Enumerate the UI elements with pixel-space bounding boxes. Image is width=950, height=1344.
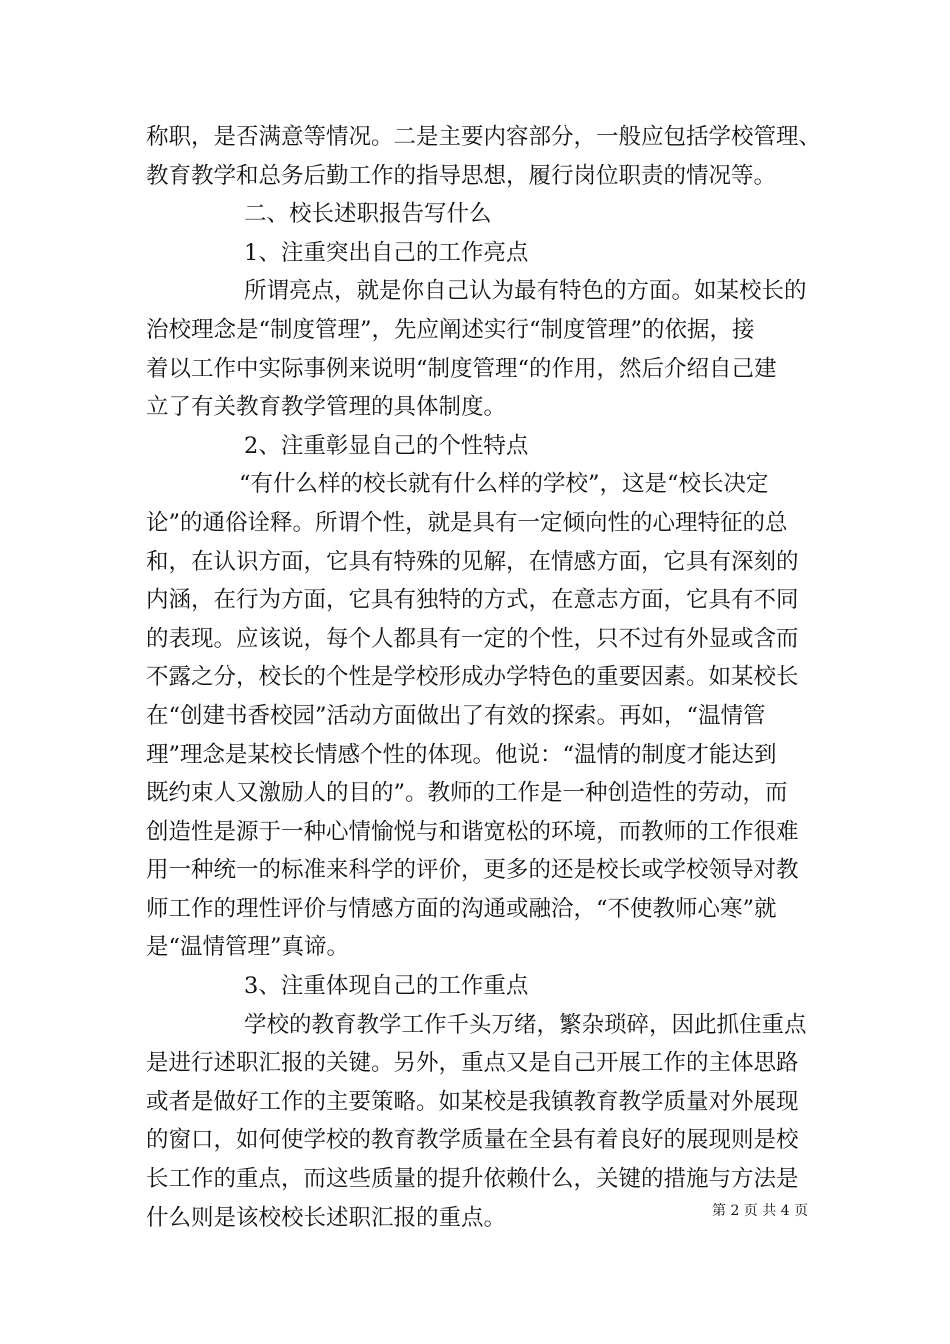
text-line: 所谓亮点，就是你自己认为最有特色的方面。如某校长的	[244, 278, 807, 305]
text-line: 学校的教育教学工作千头万绪，繁杂琐碎，因此抓住重点	[244, 1011, 807, 1038]
text-line: 是进行述职汇报的关键。另外，重点又是自己开展工作的主体思路	[146, 1050, 799, 1077]
text-line: 内涵，在行为方面，它具有独特的方式，在意志方面，它具有不同	[146, 587, 799, 614]
text-line: 不露之分，校长的个性是学校形成办学特色的重要因素。如某校长	[146, 664, 799, 691]
text-line: 什么则是该校校长述职汇报的重点。	[146, 1204, 507, 1231]
subsection-heading: 3、注重体现自己的工作重点	[244, 973, 529, 1000]
text-line: 着以工作中实际事例来说明“制度管理“的作用，然后介绍自己建	[146, 355, 777, 382]
document-body	[146, 118, 822, 1237]
text-line: 师工作的理性评价与情感方面的沟通或融洽，“不使教师心寒”就	[146, 895, 777, 922]
text-line: 既约束人又激励人的目的”。教师的工作是一种创造性的劳动，而	[146, 780, 788, 807]
text-line: 理”理念是某校长情感个性的体现。他说：“温情的制度才能达到	[146, 741, 777, 768]
text-line: 长工作的重点，而这些质量的提升依赖什么，关键的措施与方法是	[146, 1166, 799, 1193]
text-line: “有什么样的校长就有什么样的学校”，这是“校长决定	[239, 471, 769, 498]
text-line: 论”的通俗诠释。所谓个性，就是具有一定倾向性的心理特征的总	[146, 509, 788, 536]
text-line: 在“创建书香校园”活动方面做出了有效的探索。再如，“温情管	[146, 702, 766, 729]
subsection-heading: 2、注重彰显自己的个性特点	[244, 432, 529, 459]
text-line: 称职，是否满意等情况。二是主要内容部分，一般应包括学校管理、	[146, 124, 822, 150]
subsection-heading: 1、注重突出自己的工作亮点	[244, 239, 529, 266]
text-line: 的窗口，如何使学校的教育教学质量在全县有着良好的展现则是校	[146, 1127, 799, 1154]
section-heading: 二、校长述职报告写什么	[244, 201, 492, 228]
text-line: 治校理念是“制度管理”，先应阐述实行“制度管理”的依据，接	[146, 316, 755, 343]
text-line: 用一种统一的标准来科学的评价，更多的还是校长或学校领导对教	[146, 857, 799, 884]
text-line: 教育教学和总务后勤工作的指导思想，履行岗位职责的情况等。	[146, 162, 777, 189]
text-line: 创造性是源于一种心情愉悦与和谐宽松的环境，而教师的工作很难	[146, 818, 799, 845]
text-line: 的表现。应该说，每个人都具有一定的个性，只不过有外显或含而	[146, 625, 799, 652]
text-line: 和，在认识方面，它具有特殊的见解，在情感方面，它具有深刻的	[146, 548, 799, 575]
text-line: 或者是做好工作的主要策略。如某校是我镇教育教学质量对外展现	[146, 1088, 799, 1115]
text-line: 是“温情管理”真谛。	[146, 934, 350, 961]
text-line: 立了有关教育教学管理的具体制度。	[146, 394, 507, 421]
page-number: 第 2 页 共 4 页	[712, 1203, 809, 1219]
